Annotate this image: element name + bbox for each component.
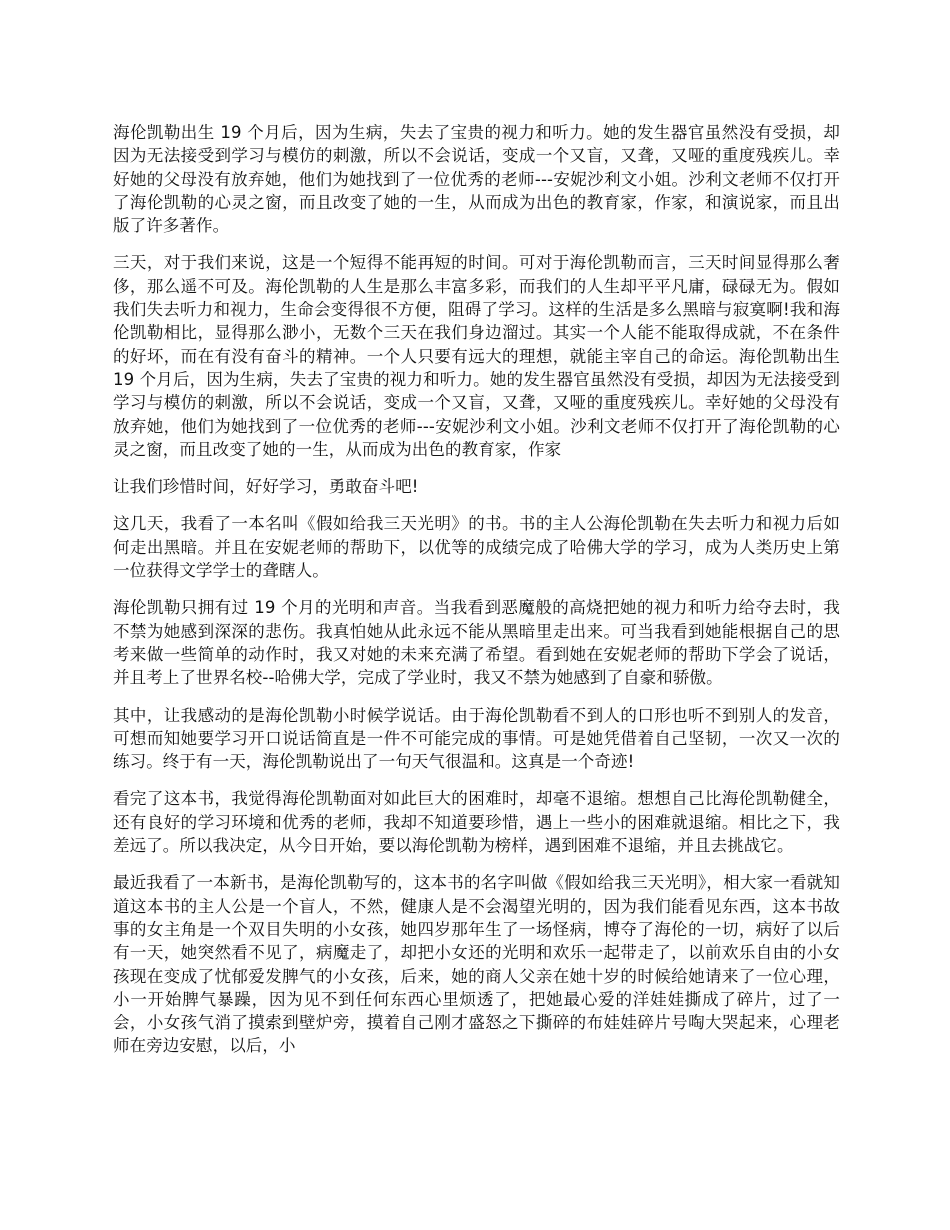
paragraph-7: 看完了这本书，我觉得海伦凯勒面对如此巨大的困难时，却毫不退缩。想想自己比海伦凯勒健全，还有良好的学习环境和优秀的老师，我却不知道要珍惜，遇上一些小的困难就退缩。相比之下，我差远了。所以我决定，从今日开始，要以海伦凯勒为榜样，遇到困难不退缩，并且去挑战它。 bbox=[113, 789, 840, 856]
paragraph-5: 海伦凯勒只拥有过 19 个月的光明和声音。当我看到恶魔般的高烧把她的视力和听力给夺去时，我不禁为她感到深深的悲伤。我真怕她从此永远不能从黑暗里走出来。可当我看到她能根据自己的思考来做一些简单的动作时，我又对她的未来充满了希望。看到她在安妮老师的帮助下学会了说话，并且考上了世界名校--哈佛大学，完成了学业时，我又不禁为她感到了自豪和骄傲。 bbox=[113, 598, 840, 688]
paragraph-6: 其中，让我感动的是海伦凯勒小时候学说话。由于海伦凯勒看不到人的口形也听不到别人的发音，可想而知她要学习开口说话简直是一件不可能完成的事情。可是她凭借着自己坚韧，一次又一次的练习。终于有一天，海伦凯勒说出了一句天气很温和。这真是一个奇迹! bbox=[113, 705, 840, 772]
paragraph-2: 三天，对于我们来说，这是一个短得不能再短的时间。可对于海伦凯勒而言，三天时间显得那么奢侈，那么遥不可及。海伦凯勒的人生是那么丰富多彩，而我们的人生却平平凡庸，碌碌无为。假如我们失去听力和视力，生命会变得很不方便，阻碍了学习。这样的生活是多么黑暗与寂寞啊!我和海伦凯勒相比，显得那么渺小，无数个三天在我们身边溜过。其实一个人能不能取得成就，不在条件的好坏，而在有没有奋斗的精神。一个人只要有远大的理想，就能主宰自己的命运。海伦凯勒出生 19 个月后，因为生病，失去了宝贵的视力和听力。她的发生器官虽然没有受损，却因为无法接受到学习与模仿的刺激，所以不会说话，变成一个又盲，又聋，又哑的重度残疾儿。幸好她的父母没有放弃她，他们为她找到了一位优秀的老师---安妮沙利文小姐。沙利文老师不仅打开了海伦凯勒的心灵之窗，而且改变了她的一生，从而成为出色的教育家，作家 bbox=[113, 253, 840, 459]
paragraph-3: 让我们珍惜时间，好好学习，勇敢奋斗吧! bbox=[113, 477, 419, 497]
paragraph-8: 最近我看了一本新书，是海伦凯勒写的，这本书的名字叫做《假如给我三天光明》，相大家一看就知道这本书的主人公是一个盲人，不然，健康人是不会渴望光明的，因为我们能看见东西，这本书故事的女主角是一个双目失明的小女孩，她四岁那年生了一场怪病，博夺了海伦的一切，病好了以后有一天，她突然看不见了，病魔走了，却把小女还的光明和欢乐一起带走了，以前欢乐自由的小女孩现在变成了忧郁爱发脾气的小女孩，后来，她的商人父亲在她十岁的时候给她请来了一位心理，小一开始脾气暴躁，因为见不到任何东西心里烦透了，把她最心爱的洋娃娃撕成了碎片，过了一会，小女孩气消了摸索到壁炉旁，摸着自己刚才盛怒之下撕碎的布娃娃碎片号啕大哭起来，心理老师在旁边安慰，以后，小 bbox=[113, 873, 840, 1056]
document-page bbox=[113, 121, 840, 1072]
paragraph-4: 这几天，我看了一本名叫《假如给我三天光明》的书。书的主人公海伦凯勒在失去听力和视力后如何走出黑暗。并且在安妮老师的帮助下，以优等的成绩完成了哈佛大学的学习，成为人类历史上第一位获得文学学士的聋瞎人。 bbox=[113, 514, 840, 581]
paragraph-1: 海伦凯勒出生 19 个月后，因为生病，失去了宝贵的视力和听力。她的发生器官虽然没有受损，却因为无法接受到学习与模仿的刺激，所以不会说话，变成一个又盲，又聋，又哑的重度残疾儿。幸好她的父母没有放弃她，他们为她找到了一位优秀的老师---安妮沙利文小姐。沙利文老师不仅打开了海伦凯勒的心灵之窗，而且改变了她的一生，从而成为出色的教育家，作家，和演说家，而且出版了许多著作。 bbox=[113, 123, 840, 236]
